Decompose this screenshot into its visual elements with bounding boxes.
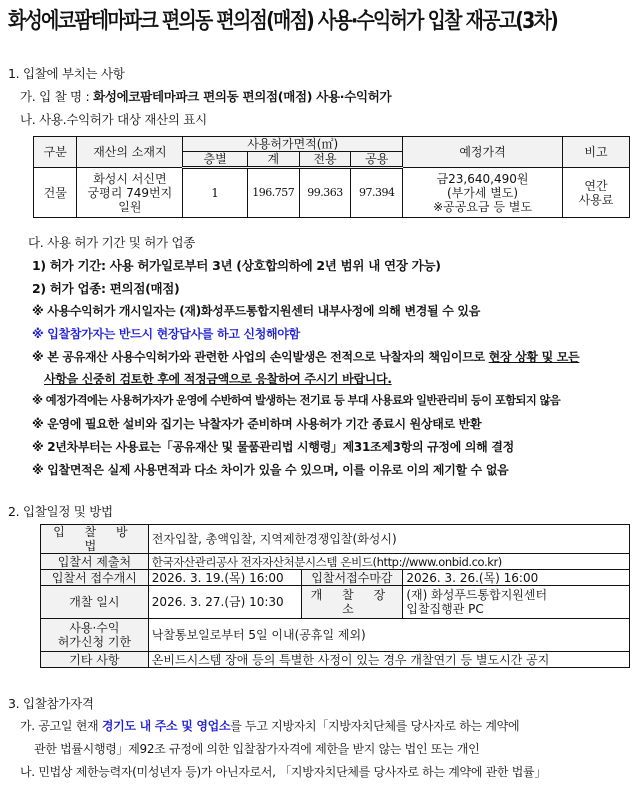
price-line: 금23,640,490원 (436, 171, 529, 186)
permit-period: 1) 허가 기간: 사용 허가일로부터 3년 (상호합의하에 2년 범위 내 연장 가능) (32, 258, 441, 273)
value-submit: 한국자산관리공사 전자자산처분시스템 온비드(http://www.onbid.co.kr) (148, 554, 629, 570)
label-submit: 입찰서 제출처 (41, 554, 149, 570)
cell-floor: 1 (183, 168, 248, 218)
section1-heading: 1. 입찰에 부치는 사항 (8, 66, 125, 81)
value-method: 전자입찰, 총액입찰, 지역제한경쟁입찰(화성시) (148, 525, 629, 554)
value-deadline: 낙찰통보일로부터 5일 이내(공휴일 제외) (148, 619, 629, 652)
label-other: 기타 사항 (41, 652, 149, 668)
opening-place-line: 입찰집행관 PC (406, 602, 484, 616)
header-note: 비고 (562, 137, 629, 168)
label-opening-date: 개찰 일시 (41, 586, 149, 619)
value-other: 온비드시스템 장애 등의 특별한 사정이 있는 경우 개찰연기 등 별도시간 공지 (148, 652, 629, 668)
header-location: 재산의 소재지 (77, 137, 183, 168)
note-3-line2: 사항을 신중히 검토한 후에 적정금액으로 응찰하여 주시기 바랍니다. (44, 372, 392, 386)
table-row (34, 168, 630, 218)
value-opening-date: 2026. 3. 27.(금) 10:30 (148, 586, 301, 619)
header-area-group: 사용허가면적(㎡) (183, 137, 403, 152)
cell-exclusive: 99.363 (299, 168, 351, 218)
price-line: ※공공요금 등 별도 (433, 199, 532, 214)
schedule-table (40, 524, 630, 668)
cell-location (77, 168, 183, 218)
qualification-ga-highlight: 경기도 내 주소 및 영업소 (101, 719, 231, 733)
qualification-ga (20, 717, 519, 734)
deadline-label-line: 사용·수익 (69, 621, 120, 635)
price-line: (부가세 별도) (446, 185, 519, 200)
header-category: 구분 (34, 137, 77, 168)
note-6: ※ 2년차부터는 사용료는「공유재산 및 물품관리법 시행령」제31조제3항의 규정에 의해 결정 (32, 440, 514, 454)
header-price: 예정가격 (403, 137, 563, 168)
label-deadline (41, 619, 149, 652)
location-line: 궁평리 749번지 (87, 185, 173, 200)
value-close: 2026. 3. 26.(목) 16:00 (403, 570, 630, 586)
note-3-underlined: 현장 상황 및 모든 (488, 350, 580, 364)
qualification-ga-prefix: 가. 공고일 현재 (20, 719, 102, 733)
note-3-text: ※ 본 공유재산 사용수익허가와 관련한 사업의 손익발생은 전적으로 낙찰자의 책임이므로 (32, 350, 489, 364)
value-open: 2026. 3. 19.(목) 16:00 (148, 570, 301, 586)
opening-place-line: (재) 화성푸드통합지원센터 (406, 588, 548, 602)
cell-category: 건물 (34, 168, 77, 218)
label-method: 입 찰 방 법 (41, 525, 149, 554)
note-5: ※ 운영에 필요한 설비와 집기는 낙찰자가 준비하며 사용허가 기간 종료시 원상태로 반환 (32, 417, 482, 431)
page-title: 화성에코팜테마파크 편의동 편의점(매점) 사용·수익허가 입찰 재공고(3차) (8, 9, 558, 34)
bid-name-row (20, 87, 391, 105)
note-4: ※ 예정가격에는 사용허가자가 운영에 수반하여 발생하는 전기료 등 부대 사용료와 일반관리비 등이 포함되지 않음 (32, 394, 561, 407)
label-open: 입찰서 접수개시 (41, 570, 149, 586)
property-display-heading: 나. 사용.수익허가 대상 재산의 표시 (20, 112, 207, 127)
cell-note (562, 168, 629, 218)
note-3 (32, 348, 579, 365)
property-table (33, 136, 630, 218)
bid-name-label: 가. 입 찰 명 : (20, 89, 94, 104)
cell-total: 196.757 (247, 168, 299, 218)
label-opening-place: 개 찰 장 소 (301, 586, 403, 619)
section3-heading: 3. 입찰참가자격 (8, 696, 94, 711)
section2-heading: 2. 입찰일정 및 방법 (8, 504, 113, 519)
location-line: 화성시 서신면 (93, 171, 167, 186)
note-7: ※ 입찰면적은 실제 사용면적과 다소 차이가 있을 수 있으며, 이를 이유로 이의 제기할 수 없음 (32, 463, 509, 477)
period-heading: 다. 사용 허가 기간 및 허가 업종 (28, 235, 196, 250)
bid-name-value: 화성에코팜테마파크 편의동 편의점(매점) 사용·수익허가 (93, 89, 392, 104)
cell-common: 97.394 (351, 168, 403, 218)
location-line: 일원 (118, 199, 142, 214)
qualification-ga-line2: 관한 법률시행령」제92조 규정에 의한 입찰참가자격에 제한을 받지 않는 법인 또는 개인 (34, 742, 480, 756)
note-line: 사용료 (578, 192, 614, 207)
header-exclusive: 전용 (299, 152, 351, 168)
note-2-site-visit: ※ 입찰참가자는 반드시 현장답사를 하고 신청해야함 (32, 327, 300, 341)
deadline-label-line: 허가신청 기한 (57, 635, 132, 649)
note-1: ※ 사용수익허가 개시일자는 (재)화성푸드통합지원센터 내부사정에 의해 변경될 수 있음 (32, 304, 480, 318)
qualification-ga-suffix: 를 두고 지방자치「지방자치단체를 당사자로 하는 계약에 (230, 719, 520, 733)
cell-price (403, 168, 563, 218)
permit-business: 2) 허가 업종: 편의점(매점) (32, 281, 180, 296)
note-line: 연간 (584, 178, 608, 193)
value-opening-place (403, 586, 630, 619)
qualification-na: 나. 민법상 제한능력자(미성년자 등)가 아닌자로서, 「지방자치단체를 당사자로 하는 계약에 관한 법률」 (20, 765, 547, 779)
header-common: 공용 (351, 152, 403, 168)
header-floor: 층별 (183, 152, 248, 168)
label-close: 입찰서접수마감 (301, 570, 403, 586)
header-total: 계 (247, 152, 299, 168)
